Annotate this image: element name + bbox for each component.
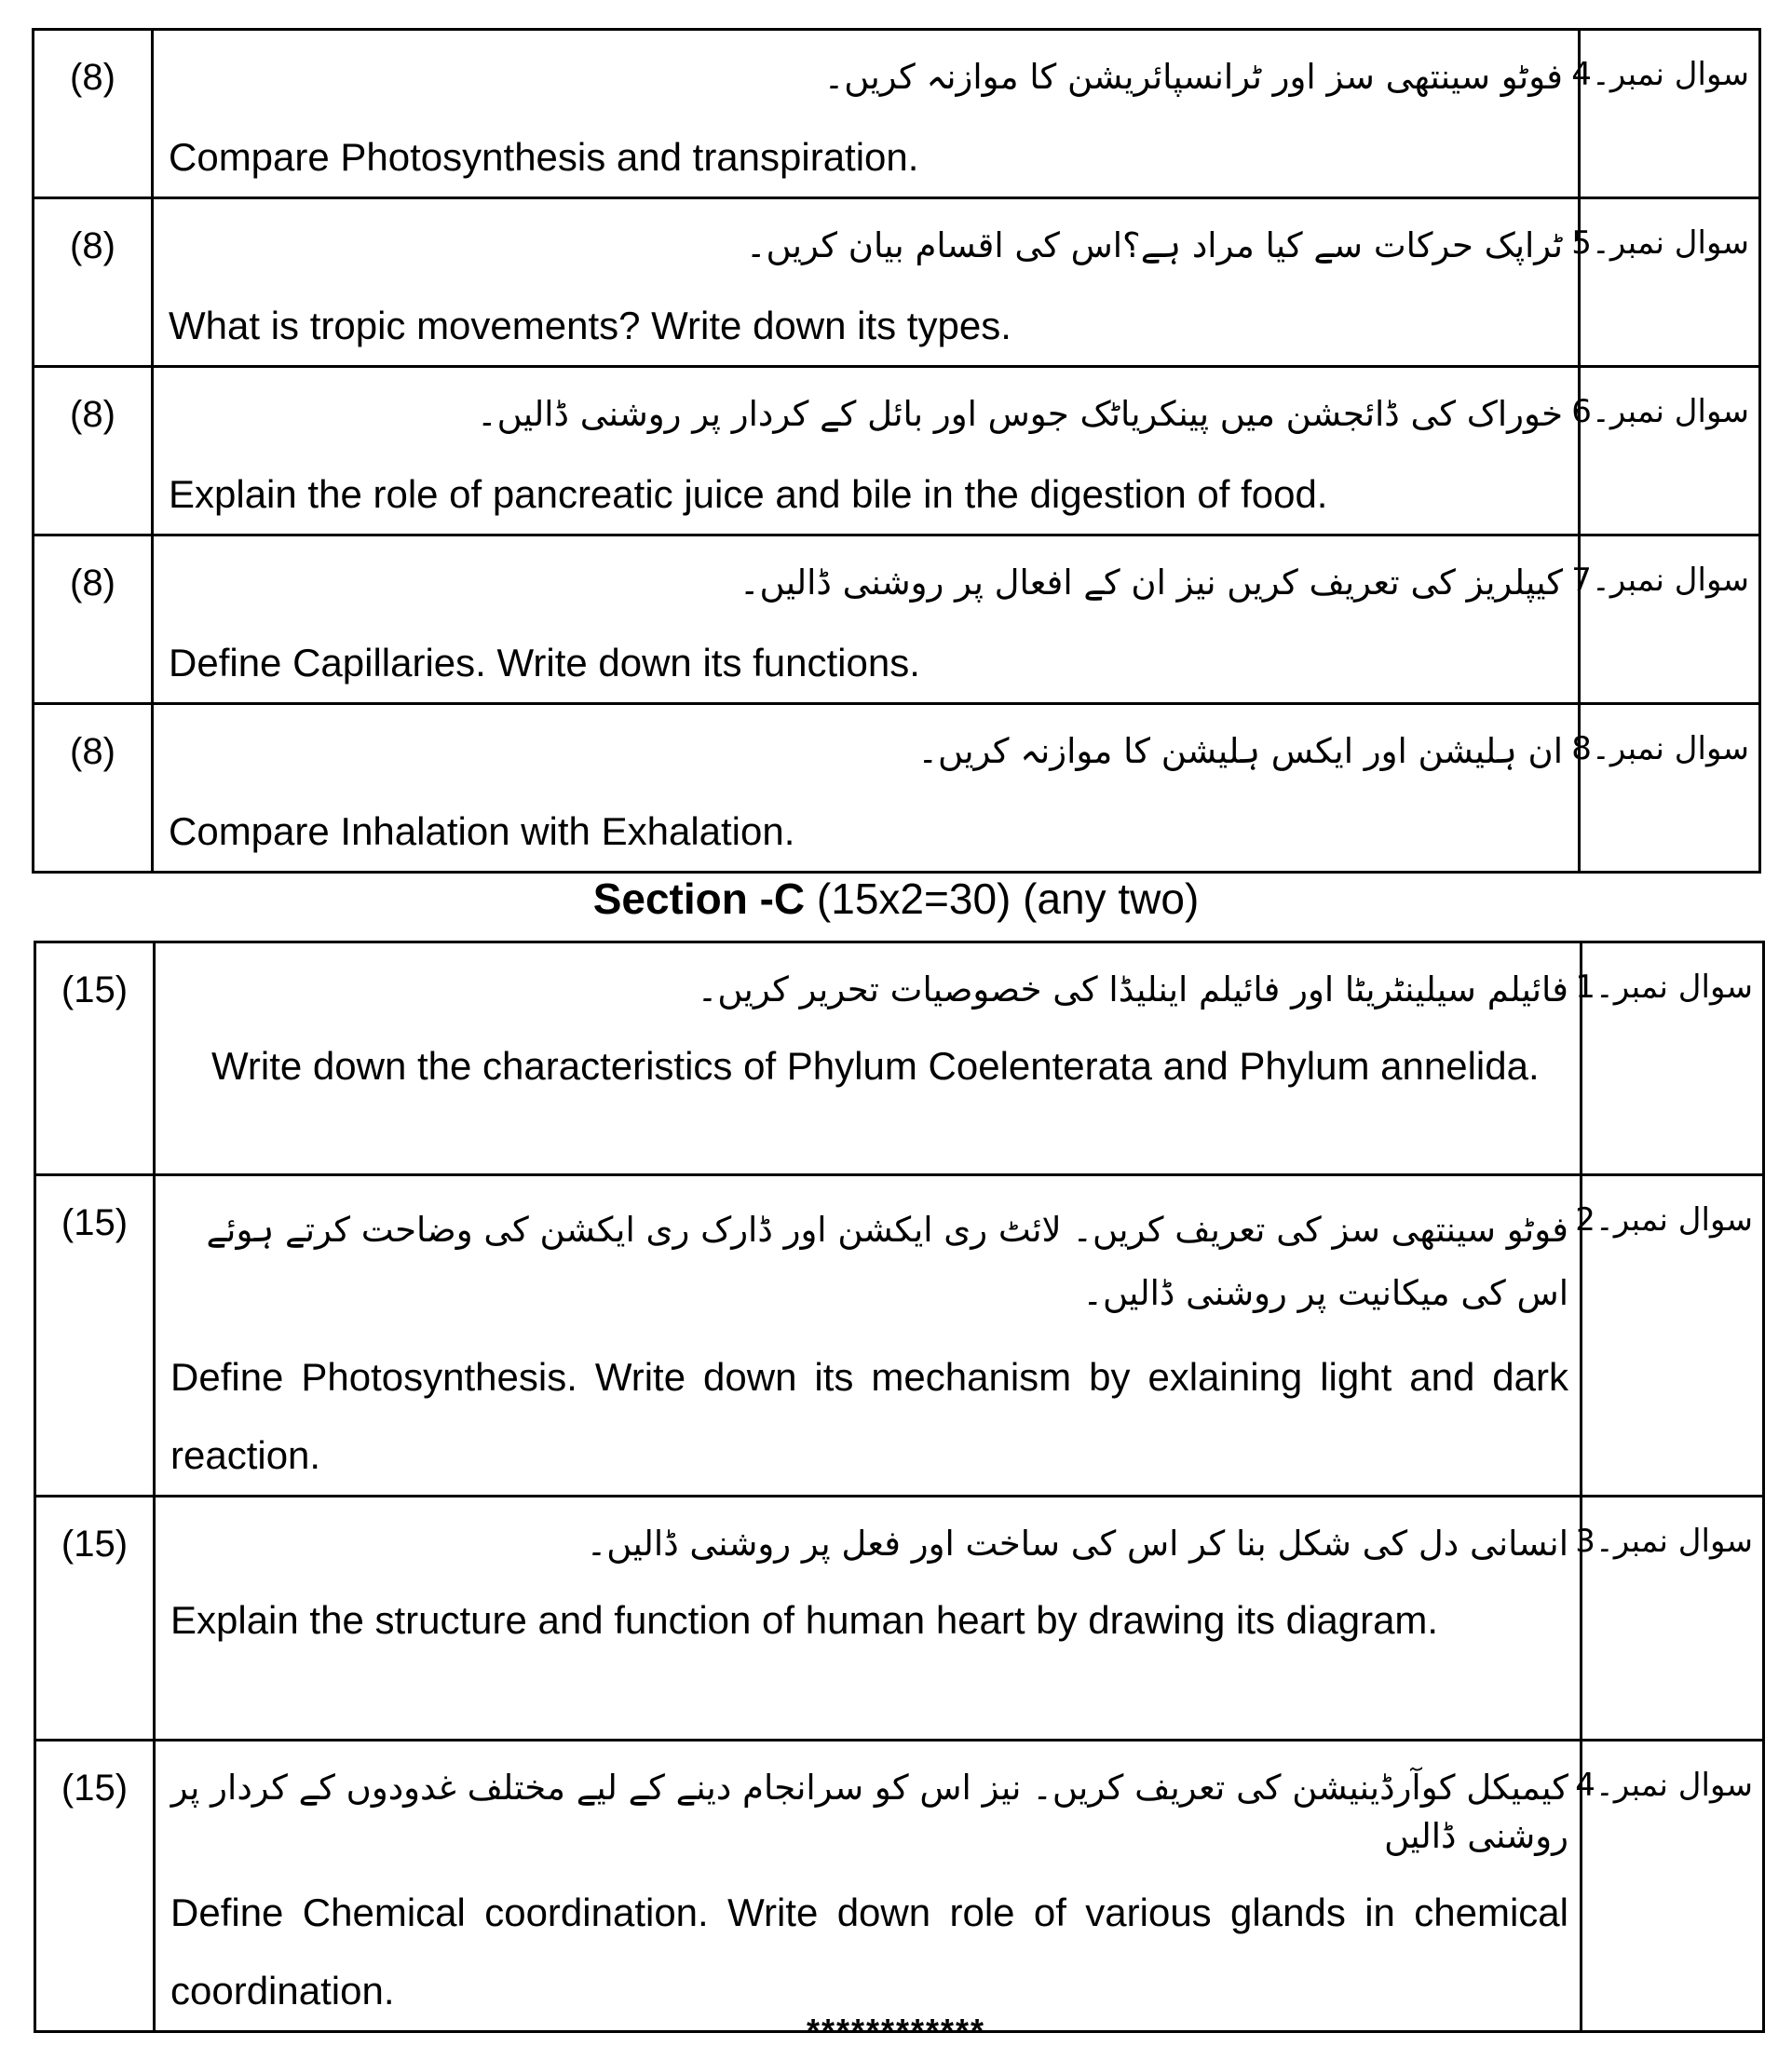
question-body bbox=[153, 535, 1580, 704]
marks-cell: (15) bbox=[35, 1741, 155, 2032]
marks-cell: (8) bbox=[34, 198, 153, 367]
question-english: What is tropic movements? Write down its types. bbox=[169, 304, 1011, 347]
section-c-heading bbox=[0, 874, 1792, 924]
end-of-paper-stars: ************ bbox=[806, 2012, 986, 2050]
question-number: سوال نمبر۔1 bbox=[1582, 942, 1764, 1175]
question-row bbox=[34, 704, 1760, 873]
question-urdu: ان ہلیشن اور ایکس ہلیشن کا موازنہ کریں۔ bbox=[917, 731, 1563, 771]
marks-cell: (15) bbox=[35, 1175, 155, 1497]
question-row bbox=[34, 535, 1760, 704]
question-number: سوال نمبر۔6 bbox=[1580, 367, 1760, 535]
question-row bbox=[35, 1741, 1764, 2032]
question-number: سوال نمبر۔8 bbox=[1580, 704, 1760, 873]
question-number: سوال نمبر۔3 bbox=[1582, 1497, 1764, 1741]
question-english: Explain the role of pancreatic juice and bile in the digestion of food. bbox=[169, 472, 1328, 516]
question-body bbox=[153, 198, 1580, 367]
question-row bbox=[35, 1175, 1764, 1497]
question-row bbox=[34, 198, 1760, 367]
question-english: Define Photosynthesis. Write down its mechanism by exlaining light and dark reaction. bbox=[170, 1355, 1568, 1477]
question-number: سوال نمبر۔7 bbox=[1580, 535, 1760, 704]
question-row bbox=[34, 30, 1760, 198]
marks-cell: (15) bbox=[35, 1497, 155, 1741]
question-english: Explain the structure and function of human heart by drawing its diagram. bbox=[170, 1598, 1439, 1642]
question-urdu: کیپلریز کی تعریف کریں نیز ان کے افعال پر روشنی ڈالیں۔ bbox=[739, 562, 1563, 603]
question-urdu: خوراک کی ڈائجشن میں پینکریاٹک جوس اور بائل کے کردار پر روشنی ڈالیں۔ bbox=[476, 394, 1563, 434]
marks-cell: (8) bbox=[34, 535, 153, 704]
question-english: Define Capillaries. Write down its functions. bbox=[169, 641, 920, 684]
question-number: سوال نمبر۔5 bbox=[1580, 198, 1760, 367]
question-body bbox=[155, 1497, 1582, 1741]
question-english: Compare Photosynthesis and transpiration. bbox=[169, 135, 919, 179]
section-c-table bbox=[34, 941, 1765, 2033]
question-urdu: کیمیکل کوآرڈینیشن کی تعریف کریں۔ نیز اس کو سرانجام دینے کے لیے مختلف غدودوں کے کردار پر روشنی ڈالیں bbox=[170, 1768, 1568, 1856]
question-english: Define Chemical coordination. Write down role of various glands in chemical coordination. bbox=[170, 1891, 1568, 2013]
question-urdu: ٹراپک حرکات سے کیا مراد ہے؟اس کی اقسام بیان کریں۔ bbox=[745, 225, 1563, 265]
question-number: سوال نمبر۔4 bbox=[1580, 30, 1760, 198]
question-number: سوال نمبر۔4 bbox=[1582, 1741, 1764, 2032]
marks-cell: (8) bbox=[34, 367, 153, 535]
question-body bbox=[153, 704, 1580, 873]
question-english: Compare Inhalation with Exhalation. bbox=[169, 809, 795, 853]
marks-cell: (15) bbox=[35, 942, 155, 1175]
question-urdu: فوٹو سینتھی سز کی تعریف کریں۔ لائٹ ری ایکشن اور ڈارک ری ایکشن کی وضاحت کرتے ہوئے اس کی میکانیت پر روشنی ڈالیں۔ bbox=[206, 1210, 1568, 1313]
question-body bbox=[153, 367, 1580, 535]
question-body bbox=[155, 1175, 1582, 1497]
question-urdu: انسانی دل کی شکل بنا کر اس کی ساخت اور فعل پر روشنی ڈالیں۔ bbox=[586, 1524, 1568, 1564]
question-urdu: فائیلم سیلینٹریٹا اور فائیلم اینلیڈا کی خصوصیات تحریر کریں۔ bbox=[697, 969, 1568, 1010]
marks-cell: (8) bbox=[34, 704, 153, 873]
question-number: سوال نمبر۔2 bbox=[1582, 1175, 1764, 1497]
question-body bbox=[155, 942, 1582, 1175]
section-b-table bbox=[32, 28, 1761, 874]
section-c-title: Section -C bbox=[592, 874, 806, 923]
question-row bbox=[34, 367, 1760, 535]
question-english: Write down the characteristics of Phylum Coelenterata and Phylum annelida. bbox=[211, 1044, 1540, 1088]
question-body bbox=[153, 30, 1580, 198]
question-row bbox=[35, 1497, 1764, 1741]
question-body bbox=[155, 1741, 1582, 2032]
question-urdu: فوٹو سینتھی سز اور ٹرانسپائریشن کا موازنہ کریں۔ bbox=[823, 57, 1563, 97]
marks-cell: (8) bbox=[34, 30, 153, 198]
section-c-instructions: (15x2=30) (any two) bbox=[805, 874, 1200, 923]
question-row bbox=[35, 942, 1764, 1175]
